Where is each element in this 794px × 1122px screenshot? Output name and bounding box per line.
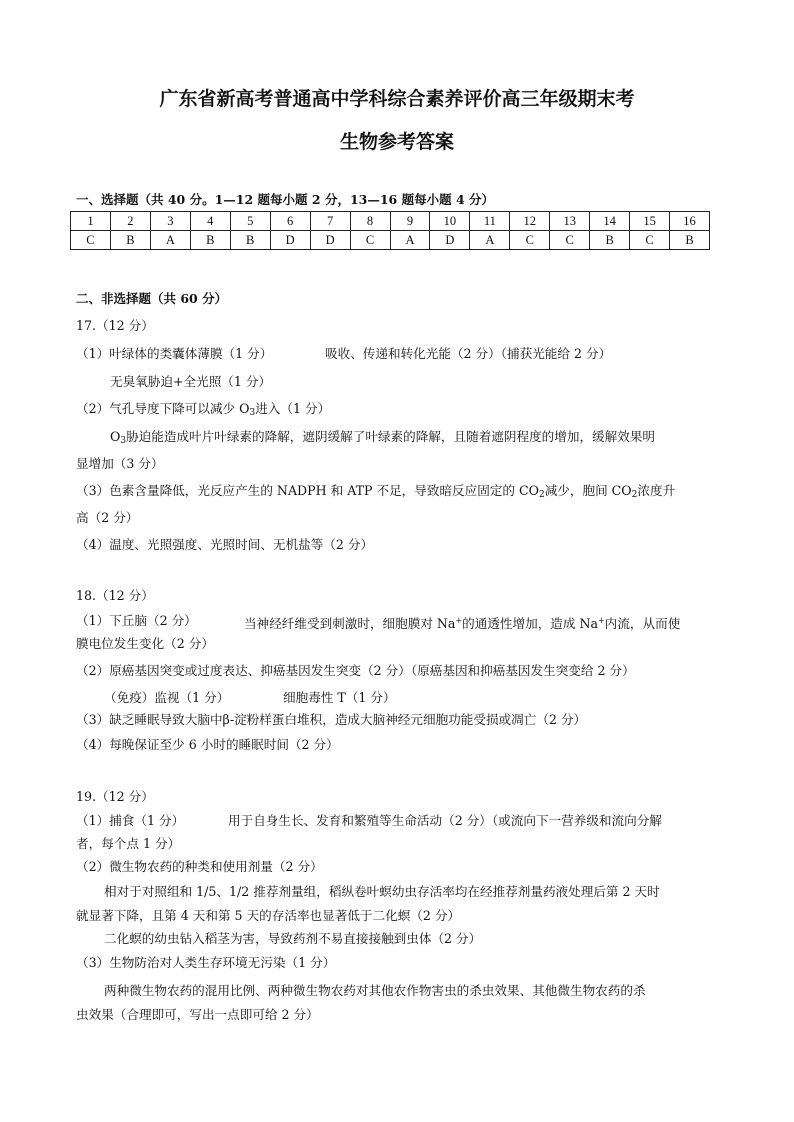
q17-line: [110, 429, 655, 449]
table-cell: 4: [190, 212, 230, 231]
q17-heading: 17.（12 分）: [76, 318, 154, 333]
text: （2）气孔导度下降可以减少 O: [76, 401, 250, 416]
q19-line: 两种微生物农药的混用比例、两种微生物农药对其他农作物害虫的杀虫效果、其他微生物农药的杀: [104, 983, 646, 998]
text: （3）色素含量降低，光反应产生的 NADPH 和 ATP 不足，导致暗反应固定的 CO: [76, 483, 539, 498]
q17-line: 显增加（3 分）: [76, 456, 164, 471]
page-subtitle: 生物参考答案: [339, 131, 454, 153]
table-cell: 13: [550, 212, 590, 231]
section-1-heading: 一、选择题（共 40 分。1—12 题每小题 2 分，13—16 题每小题 4 分）: [76, 192, 494, 207]
q19-line: 者，每个点 1 分）: [76, 836, 181, 851]
table-cell: 1: [71, 212, 111, 231]
table-cell: 11: [470, 212, 510, 231]
table-cell: 2: [110, 212, 150, 231]
text: 当神经纤维受到刺激时，细胞膜对 Na: [244, 616, 456, 631]
table-cell: 3: [150, 212, 190, 231]
table-cell: C: [510, 231, 550, 250]
table-cell: B: [590, 231, 630, 250]
text: 内流，从而使: [604, 616, 681, 631]
q18-line: 细胞毒性 T（1 分）: [283, 690, 396, 705]
q18-line: （2）原癌基因突变或过度表达、抑癌基因发生突变（2 分）（原癌基因和抑癌基因发生突变给 2 分）: [76, 663, 635, 678]
table-cell: D: [310, 231, 350, 250]
q19-heading: 19.（12 分）: [76, 789, 154, 804]
q18-line: （1）下丘脑（2 分）: [76, 613, 197, 628]
q19-line: 二化螟的幼虫钻入稻茎为害，导致药剂不易直接接触到虫体（2 分）: [104, 931, 482, 946]
q19-line: （2）微生物农药的种类和使用剂量（2 分）: [76, 859, 323, 874]
text: O: [110, 429, 121, 444]
subscript: 3: [120, 436, 127, 446]
table-cell: A: [150, 231, 190, 250]
q18-line: （3）缺乏睡眠导致大脑中β-淀粉样蛋白堆积，造成大脑神经元细胞功能受损或凋亡（2 分）: [76, 712, 587, 727]
table-cell: B: [110, 231, 150, 250]
q17-line: [76, 401, 330, 421]
text: 进入（1 分）: [255, 401, 331, 416]
subscript: 3: [249, 408, 256, 418]
table-cell: 12: [510, 212, 550, 231]
table-cell: A: [470, 231, 510, 250]
page-title: 广东省新高考普通高中学科综合素养评价高三年级期末考: [159, 88, 635, 110]
q19-line: 用于自身生长、发育和繁殖等生命活动（2 分）（或流向下一营养级和流向分解: [228, 813, 662, 828]
text: 的通透性增加，造成 Na: [462, 616, 599, 631]
q17-line: 吸收、传递和转化光能（2 分）（捕获光能给 2 分）: [325, 346, 612, 361]
table-cell: B: [190, 231, 230, 250]
table-cell: 14: [590, 212, 630, 231]
table-cell: C: [71, 231, 111, 250]
q18-line: （4）每晚保证至少 6 小时的睡眠时间（2 分）: [76, 737, 339, 752]
subscript: 2: [631, 490, 638, 500]
table-cell: 6: [270, 212, 310, 231]
table-cell: 10: [430, 212, 470, 231]
q18-line: （免疫）监视（1 分）: [104, 690, 230, 705]
q17-line: 无臭氧胁迫+全光照（1 分）: [110, 374, 272, 389]
table-cell: C: [630, 231, 670, 250]
q18-heading: 18.（12 分）: [76, 588, 154, 603]
q19-line: 就显著下降，且第 4 天和第 5 天的存活率也显著低于二化螟（2 分）: [76, 908, 461, 923]
q19-line: 虫效果（合理即可，写出一点即可给 2 分）: [76, 1007, 319, 1022]
table-cell: D: [430, 231, 470, 250]
superscript: +: [455, 616, 463, 625]
q18-line: 膜电位发生变化（2 分）: [76, 636, 214, 651]
q17-line: （4）温度、光照强度、光照时间、无机盐等（2 分）: [76, 537, 374, 552]
table-cell: 7: [310, 212, 350, 231]
table-cell: 9: [390, 212, 430, 231]
table-cell: C: [550, 231, 590, 250]
q17-line: （1）叶绿体的类囊体薄膜（1 分）: [76, 346, 273, 361]
q17-line: 高（2 分）: [76, 510, 139, 525]
q19-line: 相对于对照组和 1/5、1/2 推荐剂量组，稻纵卷叶螟幼虫存活率均在经推荐剂量药液处理后第 2 天时: [104, 884, 660, 899]
q18-line: [244, 613, 680, 632]
subscript: 2: [538, 490, 545, 500]
table-cell: C: [350, 231, 390, 250]
superscript: +: [598, 616, 605, 625]
table-cell: 5: [230, 212, 270, 231]
table-cell: 15: [630, 212, 670, 231]
answer-table: [70, 211, 710, 250]
section-2-heading: 二、非选择题（共 60 分）: [76, 291, 228, 306]
table-cell: 8: [350, 212, 390, 231]
table-cell: D: [270, 231, 310, 250]
q19-line: （1）捕食（1 分）: [76, 813, 185, 828]
table-cell: A: [390, 231, 430, 250]
text: 浓度升: [637, 483, 676, 498]
text: 胁迫能造成叶片叶绿素的降解，遮阴缓解了叶绿素的降解，且随着遮阴程度的增加，缓解效果明: [126, 429, 655, 444]
table-cell: 16: [670, 212, 710, 231]
q17-line: [76, 483, 675, 503]
answer-row: [71, 231, 710, 250]
text: 减少，胞间 CO: [544, 483, 632, 498]
q19-line: （3）生物防治对人类生存环境无污染（1 分）: [76, 955, 336, 970]
question-number-row: [71, 212, 710, 231]
table-cell: B: [670, 231, 710, 250]
table-cell: B: [230, 231, 270, 250]
